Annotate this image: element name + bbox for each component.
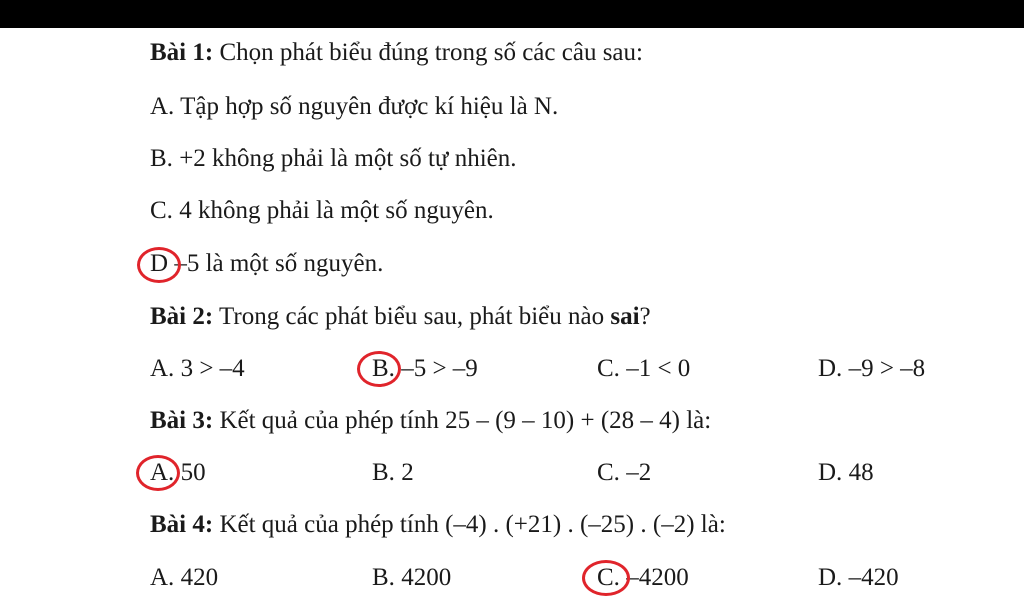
bai4-option-d-text: –420 xyxy=(842,564,899,591)
bai1-option-b-text: +2 không phải là một số tự nhiên. xyxy=(172,145,517,172)
bai2-option-c-text: –1 < 0 xyxy=(619,355,691,382)
bai3-option-c-text: –2 xyxy=(619,459,652,486)
bai4-option-b-letter: B. xyxy=(372,564,395,591)
bai1-option-a-text: Tập hợp số nguyên được kí hiệu là N. xyxy=(174,93,559,120)
bai4-option-c-text: –4200 xyxy=(619,564,689,591)
bai2-question-bold: sai xyxy=(610,303,640,330)
bai1-option-d-letter: D xyxy=(150,250,169,277)
bai2-question-post: ? xyxy=(639,303,651,330)
bai3-question-text: Kết quả của phép tính 25 – (9 – 10) + (28 – 4) là: xyxy=(213,407,712,434)
bai3-option-a-text: 50 xyxy=(174,459,206,486)
bai2-option-c xyxy=(597,354,690,384)
bai1-option-c-letter: C. xyxy=(150,197,173,224)
bai4-title: Bài 4: xyxy=(150,511,214,538)
bai4-option-c-letter: C. xyxy=(597,564,620,591)
bai4-option-a-letter: A. xyxy=(150,564,175,591)
bai2-option-a xyxy=(150,354,245,384)
bai4-option-c xyxy=(597,563,689,593)
bai1-option-c-text: 4 không phải là một số nguyên. xyxy=(172,197,494,224)
bai4-question xyxy=(150,510,726,540)
bai2-option-d xyxy=(818,354,925,384)
bai3-option-a-letter: A. xyxy=(150,459,175,486)
bai1-question-text: Chọn phát biểu đúng trong số các câu sau: xyxy=(213,39,643,66)
bai2-option-a-text: 3 > –4 xyxy=(174,355,245,382)
bai3-option-d-text: 48 xyxy=(842,459,874,486)
bai4-option-a xyxy=(150,563,218,593)
bai2-option-b-letter: B. xyxy=(372,355,395,382)
bai1-option-b xyxy=(150,144,517,174)
bai3-option-d xyxy=(818,458,874,488)
bai3-option-b-letter: B. xyxy=(372,459,395,486)
bai4-option-a-text: 420 xyxy=(174,564,219,591)
bai1-option-c xyxy=(150,196,494,226)
bai1-option-a xyxy=(150,92,558,122)
bai3-option-c-letter: C. xyxy=(597,459,620,486)
bai1-option-d xyxy=(150,249,383,279)
bai4-question-text: Kết quả của phép tính (–4) . (+21) . (–25) . (–2) là: xyxy=(213,511,726,538)
bai1-title: Bài 1: xyxy=(150,39,214,66)
bai1-option-a-letter: A. xyxy=(150,93,175,120)
bai2-question xyxy=(150,302,651,332)
bai2-option-d-text: –9 > –8 xyxy=(842,355,926,382)
bai1-option-d-text: –5 là một số nguyên. xyxy=(168,250,384,277)
bai2-option-c-letter: C. xyxy=(597,355,620,382)
bai3-option-b-text: 2 xyxy=(394,459,414,486)
bai4-option-b xyxy=(372,563,451,593)
bai1-option-b-letter: B. xyxy=(150,145,173,172)
bai3-option-c xyxy=(597,458,651,488)
bai3-option-b xyxy=(372,458,414,488)
top-black-bar xyxy=(0,0,1024,28)
bai3-option-a xyxy=(150,458,206,488)
bai4-option-d xyxy=(818,563,899,593)
bai4-option-b-text: 4200 xyxy=(394,564,452,591)
bai2-option-b xyxy=(372,354,478,384)
bai3-option-d-letter: D. xyxy=(818,459,843,486)
bai3-title: Bài 3: xyxy=(150,407,214,434)
bai3-question xyxy=(150,406,711,436)
bai2-option-a-letter: A. xyxy=(150,355,175,382)
bai2-option-d-letter: D. xyxy=(818,355,843,382)
bai4-option-d-letter: D. xyxy=(818,564,843,591)
bai2-title: Bài 2: xyxy=(150,303,214,330)
bai1-question xyxy=(150,38,643,68)
bai2-question-pre: Trong các phát biểu sau, phát biểu nào xyxy=(213,303,611,330)
bai2-option-b-text: –5 > –9 xyxy=(394,355,478,382)
